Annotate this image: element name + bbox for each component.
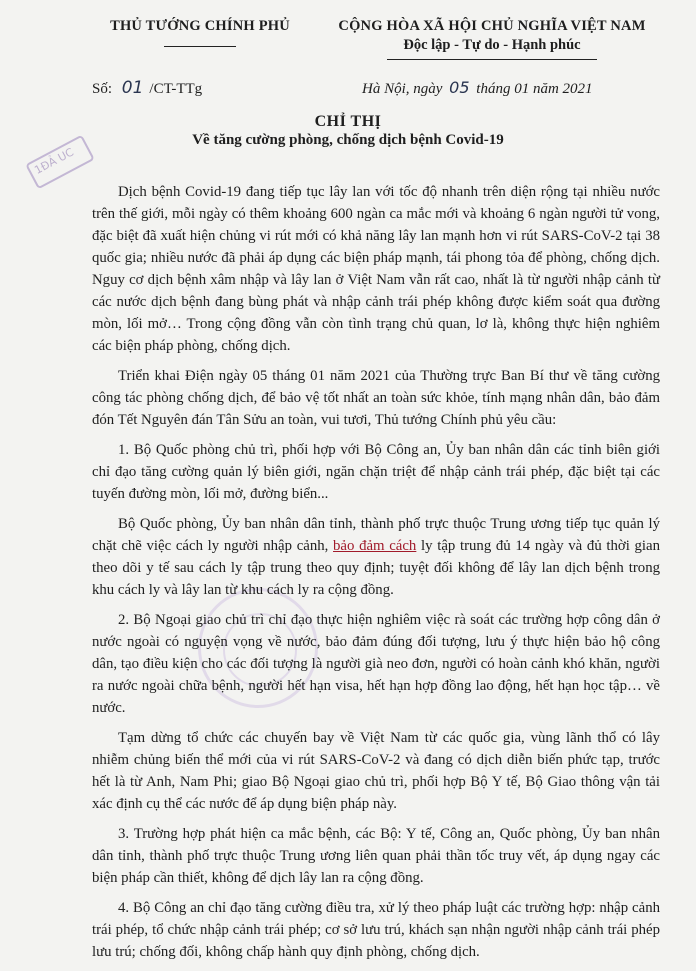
paragraph-item-2-flights: Tạm dừng tổ chức các chuyến bay về Việt Nam từ các quốc gia, vùng lãnh thổ có lây nhiễm chủng biến thể mới của vi rút SARS-CoV-2 và đang có dịch diễn biến phức tạp, trước hết là từ Anh, Nam Phi; giao Bộ Ngoại giao chủ trì, phối hợp Bộ Y tế, Bộ Giao thông vận tải xác định cụ thể các nước để áp dụng biện pháp này.	[92, 730, 660, 812]
document-title: CHỈ THỊ	[314, 113, 382, 130]
national-motto: Độc lập - Tự do - Hạnh phúc	[403, 37, 581, 53]
document-number	[92, 78, 202, 98]
date-prefix: Hà Nội, ngày	[362, 81, 443, 97]
paragraph-item-4: 4. Bộ Công an chỉ đạo tăng cường điều tra, xử lý theo pháp luật các trường hợp: nhập cảnh trái phép, tổ chức nhập cảnh trái phép; cơ sở lưu trú, khách sạn nhận người nhập cảnh trái phép lưu trú; chống đối, không chấp hành quy định phòng, chống dịch.	[92, 900, 660, 960]
issuer-name: THỦ TƯỚNG CHÍNH PHỦ	[110, 18, 290, 34]
number-value: 01	[121, 78, 144, 98]
corrected-phrase: bảo đảm cách	[333, 538, 417, 554]
date-rest: tháng 01 năm 2021	[476, 81, 593, 97]
quarantine-text-b: ly tập trung đủ 14 ngày và đủ thời gian theo dõi y tế sau cách ly tập trung theo quy định; tuyệt đối không để lây lan dịch bệnh trong khu cách ly và lây lan từ khu cách ly ra cộng đồng.	[92, 538, 661, 598]
paragraph-item-1-quarantine	[92, 513, 660, 601]
issuer-underline	[164, 46, 236, 47]
paragraph-item-1: 1. Bộ Quốc phòng chủ trì, phối hợp với Bộ Công an, Ủy ban nhân dân các tỉnh biên giới chỉ đạo tăng cường quản lý biên giới, ngăn chặn triệt để nhập cảnh trái phép, đặc biệt tại các tuyến đường mòn, lối mở, đường biển...	[92, 442, 660, 502]
paragraph-item-2: 2. Bộ Ngoại giao chủ trì chỉ đạo thực hiện nghiêm việc rà soát các trường hợp công dân ở nước ngoài có nguyện vọng về nước, bảo đảm đúng đối tượng, lưu ý thực hiện bảo hộ công dân, tạo điều kiện cho các đối tượng là người già neo đơn, người có hoàn cảnh khó khăn, người ra nước ngoài chữa bệnh, người hết hạn visa, hết hạn hợp đồng lao động, hết hạn học tập… về nước.	[92, 612, 660, 716]
issuer-block	[80, 18, 320, 47]
document-subtitle: Về tăng cường phòng, chống dịch bệnh Covid-19	[192, 132, 504, 148]
number-prefix: Số:	[92, 81, 113, 97]
date-day: 05	[449, 78, 470, 97]
paragraph-context: Dịch bệnh Covid-19 đang tiếp tục lây lan với tốc độ nhanh trên diện rộng tại nhiều nước trên thế giới, mỗi ngày có thêm khoảng 600 ngàn ca mắc mới và khoảng 6 ngàn người tử vong, đặc biệt đã xuất hiện chủng vi rút mới có khả năng lây lan mạnh hơn vi rút SARS-CoV-2 tại 38 quốc gia; nhiều nước đã phải áp dụng các biện pháp mạnh, tái phong tỏa để phòng, chống dịch. Nguy cơ dịch bệnh xâm nhập và lây lan ở Việt Nam vẫn rất cao, nhất là từ người nhập cảnh từ các nước dịch bệnh đang bùng phát và nhập cảnh trái phép không được kiểm soát qua đường mòn, lối mở… Trong cộng đồng vẫn còn tình trạng chủ quan, lơ là, không thực hiện nghiêm các biện pháp phòng, chống dịch.	[92, 184, 660, 354]
country-name: CỘNG HÒA XÃ HỘI CHỦ NGHĨA VIỆT NAM	[338, 18, 646, 34]
motto-underline	[387, 59, 597, 60]
quarantine-text-a: Bộ Quốc phòng, Ủy ban nhân dân tỉnh, thành phố trực thuộc Trung ương tiếp tục quản lý chặt chẽ việc cách ly người nhập cảnh,	[92, 516, 660, 554]
document-date	[362, 78, 593, 98]
number-suffix: /CT-TTg	[149, 81, 203, 97]
paragraph-directive-intro: Triển khai Điện ngày 05 tháng 01 năm 2021 của Thường trực Ban Bí thư về tăng cường công tác phòng chống dịch, để bảo vệ tốt nhất an toàn sức khỏe, tính mạng nhân dân, bảo đảm đón Tết Nguyên đán Tân Sửu an toàn, vui tươi, Thủ tướng Chính phủ yêu cầu:	[92, 368, 660, 428]
paragraph-item-3: 3. Trường hợp phát hiện ca mắc bệnh, các Bộ: Y tế, Công an, Quốc phòng, Ủy ban nhân dân tỉnh, thành phố trực thuộc Trung ương liên quan phải thần tốc truy vết, áp dụng ngay các biện pháp cần thiết, không để dịch lây lan ra cộng đồng.	[92, 826, 660, 886]
stamp-text: 1ĐẢ UC	[32, 145, 76, 177]
document-body	[92, 181, 660, 971]
national-header	[322, 18, 662, 60]
